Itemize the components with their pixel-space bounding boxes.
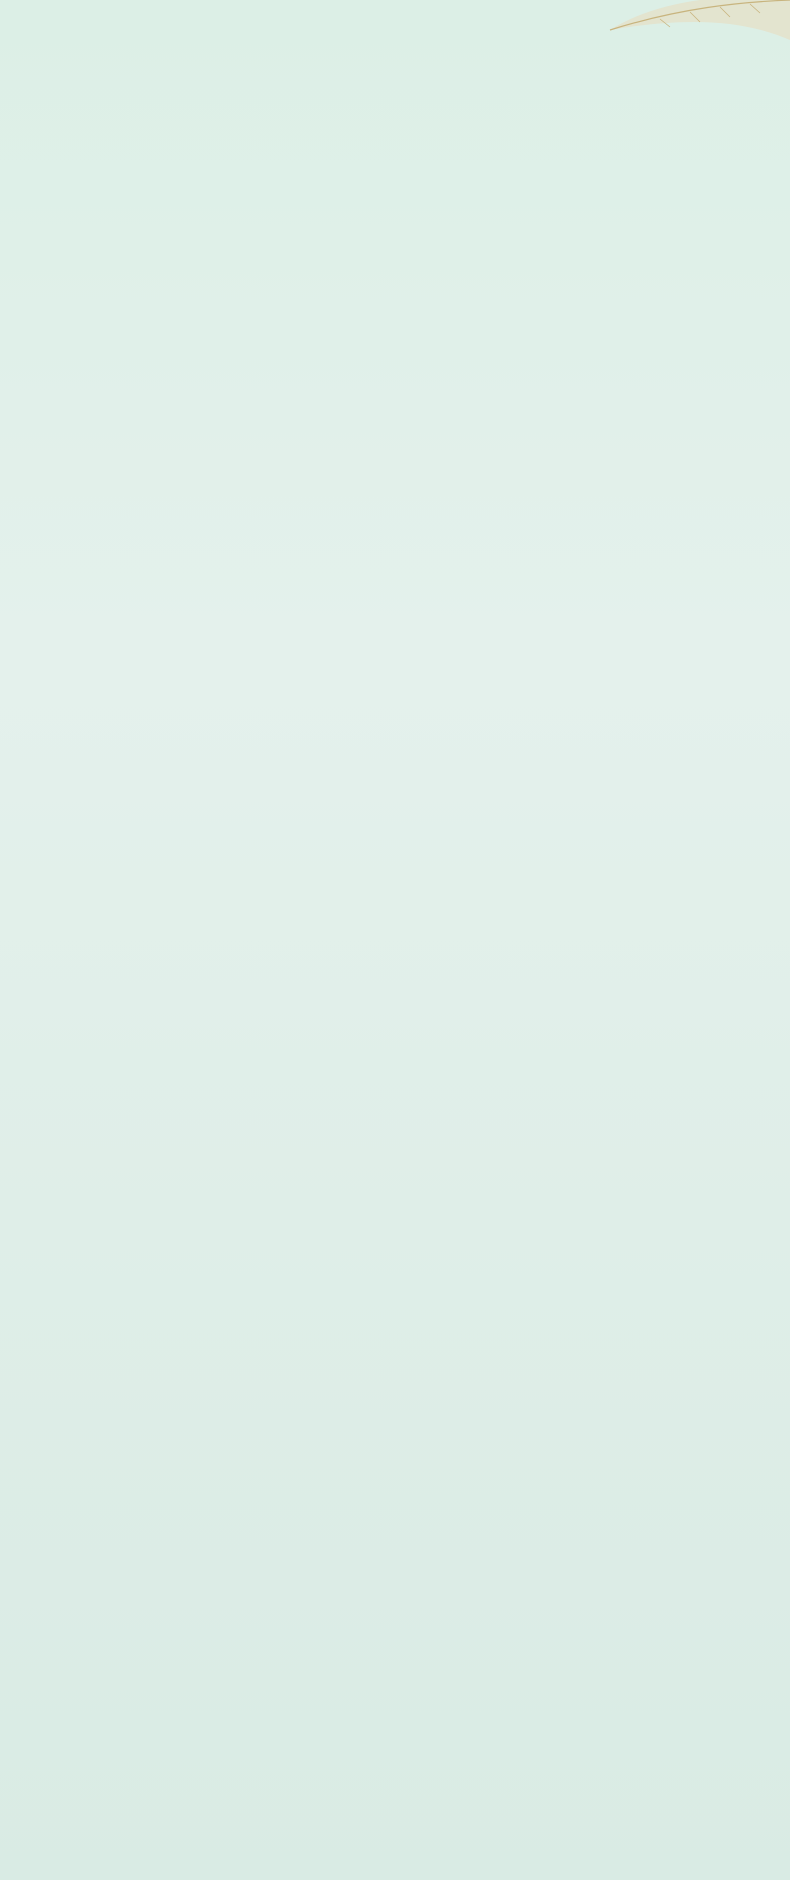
leaf-decoration — [590, 0, 790, 40]
reference-list — [44, 40, 744, 41]
